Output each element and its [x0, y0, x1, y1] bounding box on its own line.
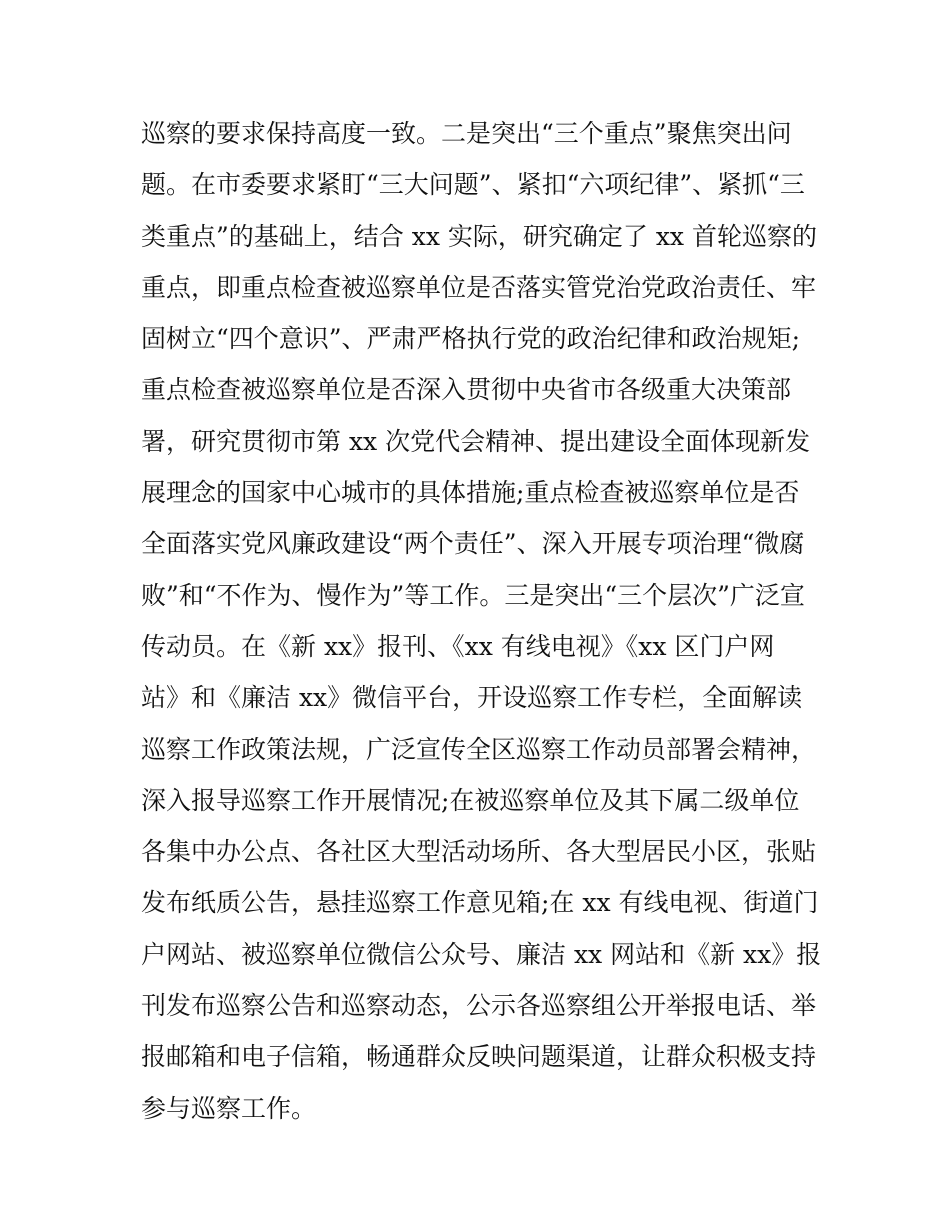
text-line: 站》和《廉洁 xx》微信平台，开设巡察工作专栏，全面解读 [141, 683, 803, 713]
text-line: 巡察的要求保持高度一致。二是突出“三个重点”聚焦突出问 [141, 119, 792, 148]
text-line: 刊发布巡察公告和巡察动态，公示各巡察组公开举报电话、举 [141, 991, 817, 1021]
text-line: 各集中办公点、各社区大型活动场所、各大型居民小区，张贴 [141, 837, 817, 867]
text-line: 传动员。在《新 xx》报刊、《xx 有线电视》《xx 区门户网 [141, 631, 775, 661]
text-line: 固树立“四个意识”、严肃严格执行党的政治纪律和政治规矩; [141, 324, 800, 354]
text-line: 巡察工作政策法规，广泛宣传全区巡察工作动员部署会精神， [141, 734, 817, 764]
text-line: 署，研究贯彻市第 xx 次党代会精神、提出建设全面体现新发 [141, 426, 811, 456]
body-paragraph [141, 108, 821, 1134]
text-line: 题。在市委要求紧盯“三大问题”、紧扣“六项纪律”、紧抓“三 [141, 170, 805, 200]
text-line: 重点，即重点检查被巡察单位是否落实管党治党政治责任、牢 [141, 272, 817, 302]
text-line: 深入报导巡察工作开展情况;在被巡察单位及其下属二级单位 [141, 785, 800, 815]
text-line: 发布纸质公告，悬挂巡察工作意见箱;在 xx 有线电视、街道门 [141, 888, 819, 918]
text-line: 报邮箱和电子信箱，畅通群众反映问题渠道，让群众积极支持 [141, 1042, 817, 1072]
text-line: 全面落实党风廉政建设“两个责任”、深入开展专项治理“微腐 [141, 529, 805, 559]
text-line: 重点检查被巡察单位是否深入贯彻中央省市各级重大决策部 [141, 375, 792, 405]
text-line: 类重点”的基础上，结合 xx 实际，研究确定了 xx 首轮巡察的 [141, 221, 817, 251]
text-line: 户网站、被巡察单位微信公众号、廉洁 xx 网站和《新 xx》报 [141, 939, 822, 969]
text-line: 展理念的国家中心城市的具体措施;重点检查被巡察单位是否 [141, 478, 800, 508]
text-line: 败”和“不作为、慢作为”等工作。三是突出“三个层次”广泛宣 [141, 580, 805, 610]
text-line: 参与巡察工作。 [141, 1093, 317, 1123]
